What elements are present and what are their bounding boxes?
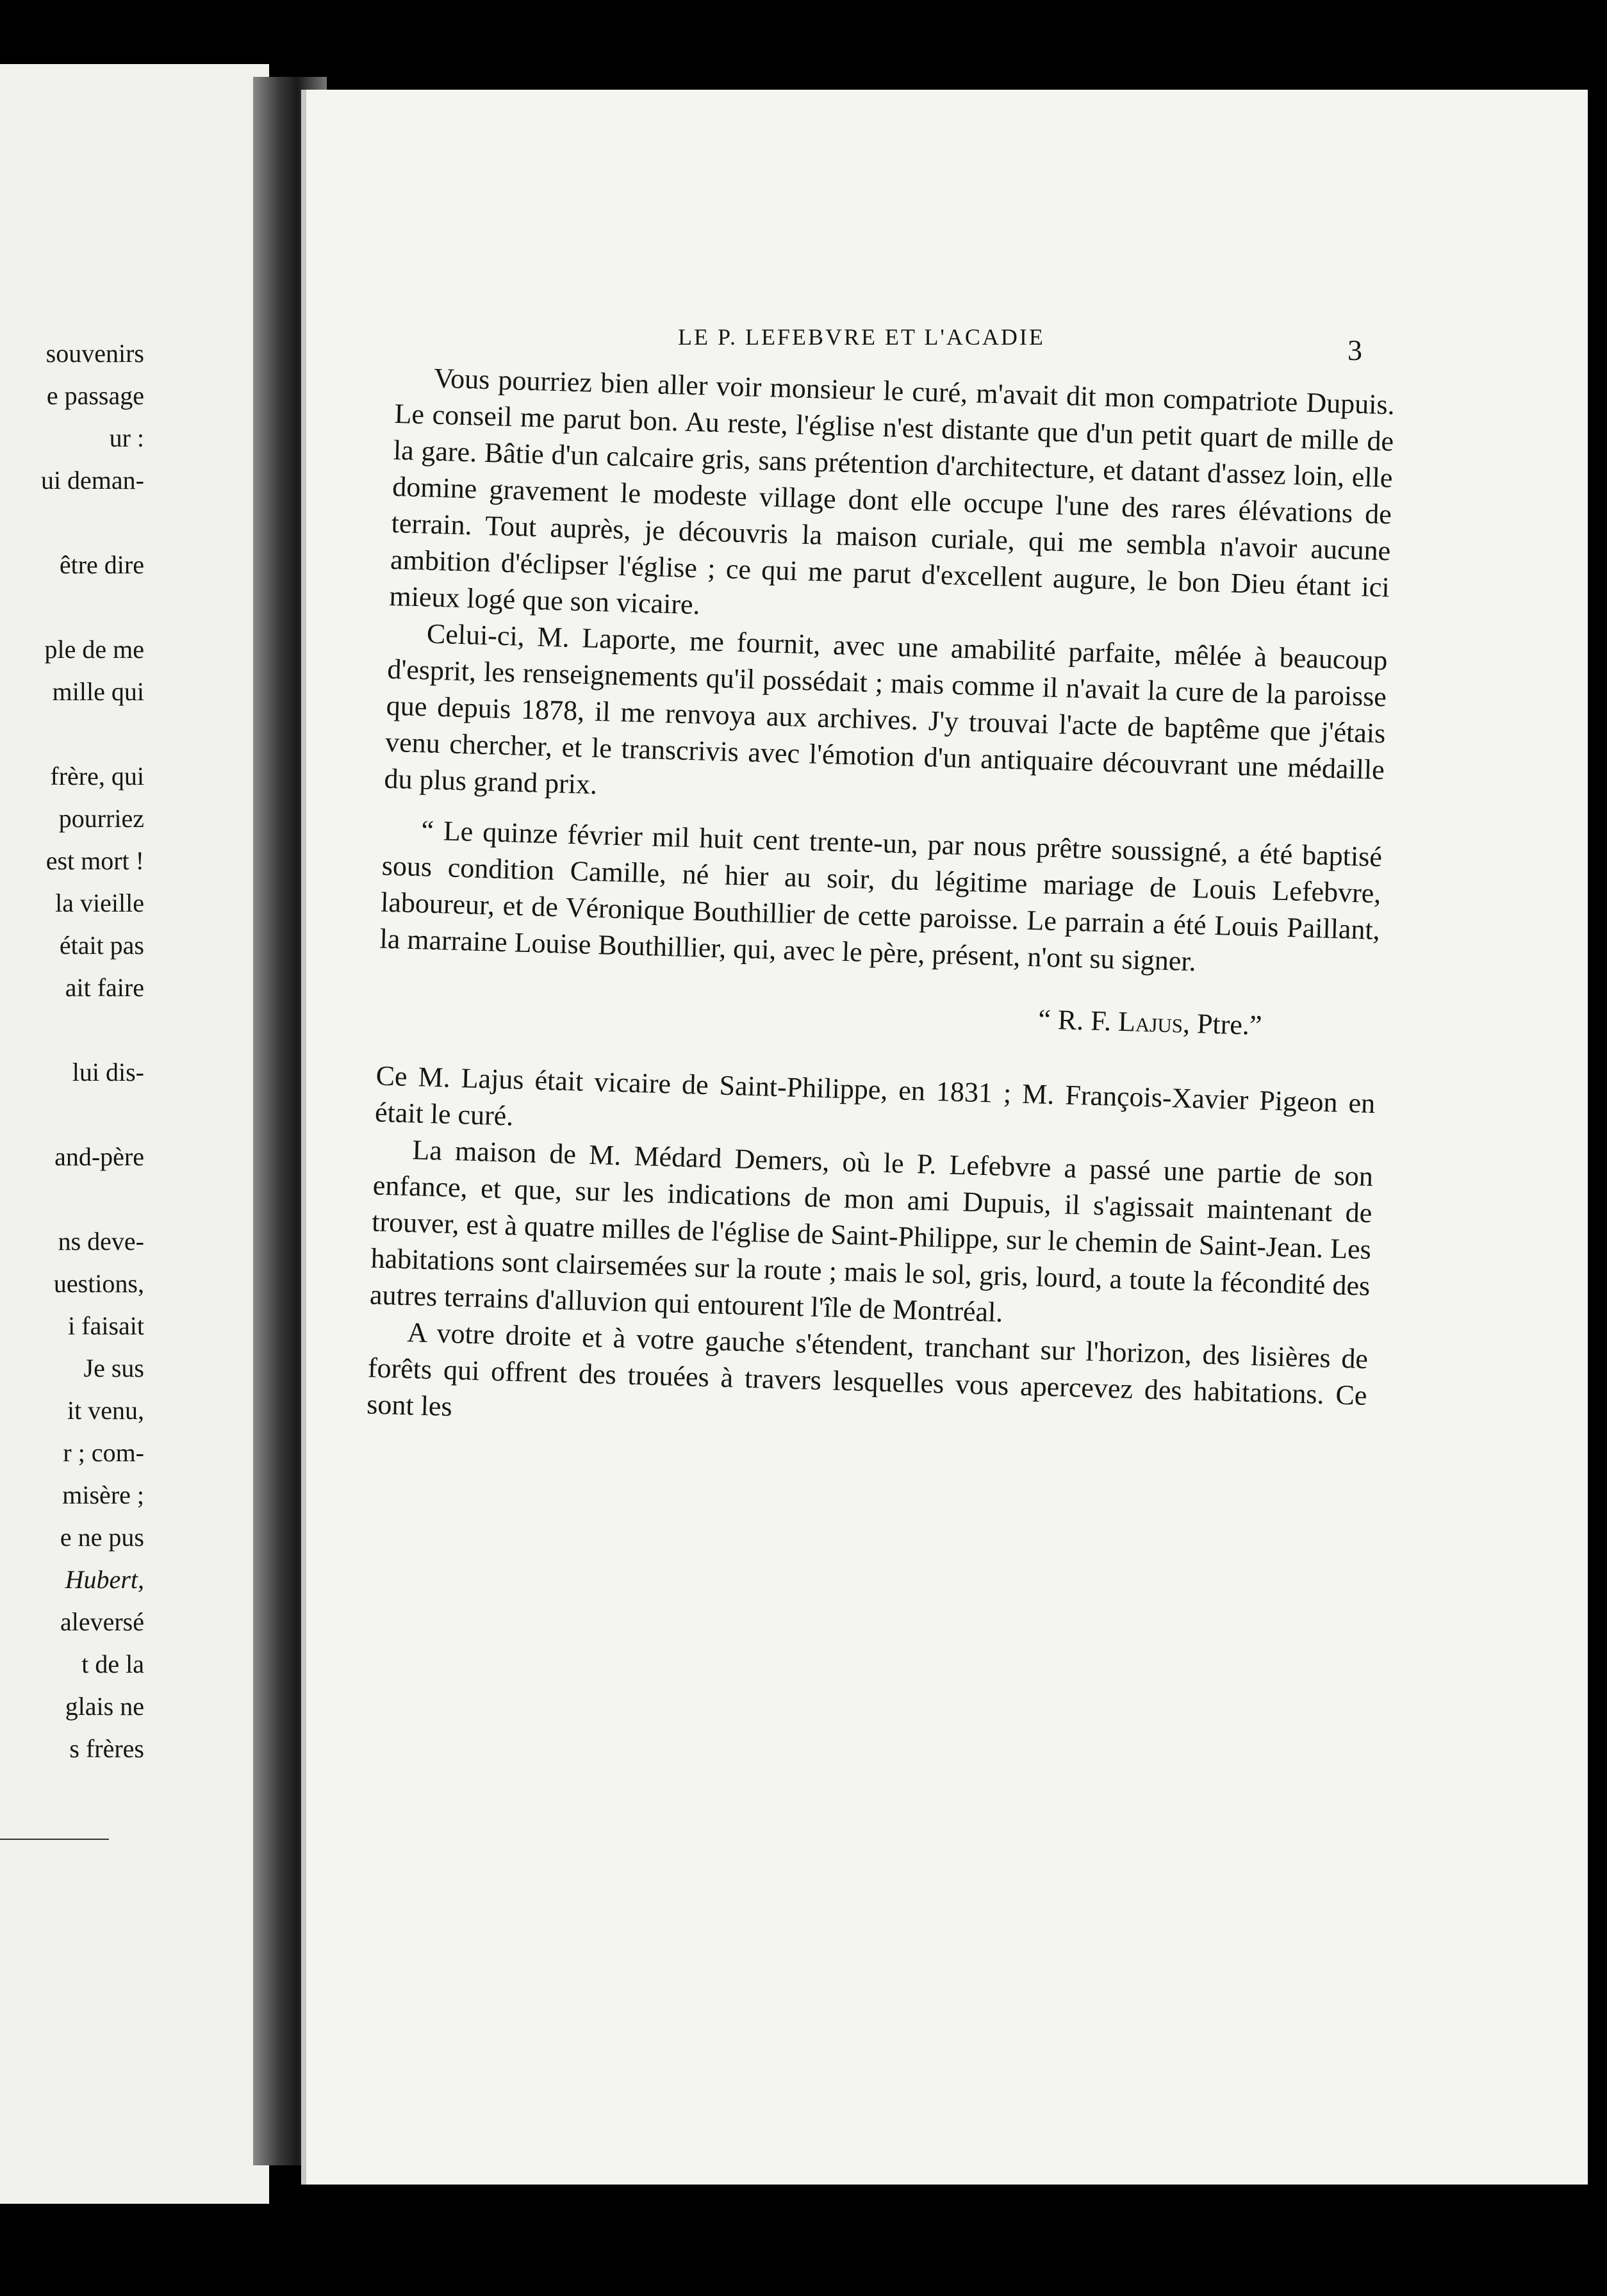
left-page-line: r ; com- <box>63 1438 144 1467</box>
left-page-line: i faisait <box>68 1311 144 1340</box>
left-page-line: misère ; <box>62 1480 144 1509</box>
left-page-line: Hubert, <box>65 1565 144 1594</box>
text-block <box>367 359 1396 1450</box>
left-page-line: it venu, <box>67 1396 144 1425</box>
left-page-line: aleversé <box>60 1607 144 1636</box>
left-page <box>0 64 269 2204</box>
left-page-line: e passage <box>46 381 144 410</box>
paragraph-4: Ce M. Lajus était vicaire de Saint-Philippe, en 1831 ; M. François-Xavier Pigeon en était le curé. <box>374 1060 1376 1132</box>
left-page-line: frère, qui <box>50 762 144 791</box>
page-number: 3 <box>1347 334 1362 366</box>
signature-prefix: “ R. F. <box>1037 1003 1119 1037</box>
paragraph-1: Vous pourriez bien aller voir monsieur le curé, m'avait dit mon compatriote Dupuis. Le conseil me parut bon. Au reste, l'église n'est distante que d'un petit quart de mille de la gare. Bâtie d'un calcaire gris, sans prétention d'architecture, et datant d'assez loin, elle domine gravement le modeste village dont elle occupe l'une des rares élévations de terrain. Tout auprès, je découvris la maison curiale, qui me sembla n'avoir aucune ambition d'éclipser l'église ; ce qui me parut d'excellent augure, le bon Dieu étant ici mieux logé que son vicaire. <box>388 362 1396 621</box>
left-page-line: s frères <box>69 1734 144 1763</box>
signature-suffix: , Ptre.” <box>1182 1007 1263 1042</box>
left-page-line: ns deve- <box>58 1227 144 1256</box>
paragraph-5: La maison de M. Médard Demers, où le P. Lefebvre a passé une partie de son enfance, et que, sur les indications de mon ami Dupuis, il s'agissait maintenant de trouver, est à quatre milles de l'église de Saint-Philippe, sur le chemin de Saint-Jean. Les habitations sont clairsemées sur la route ; mais le sol, gris, lourd, a toute la fécondité des autres terrains d'alluvion qui entourent l'île de Montréal. <box>369 1134 1374 1329</box>
left-page-line: uestions, <box>53 1269 144 1298</box>
running-head: LE P. LEFEBVRE ET L'ACADIE <box>678 324 1045 350</box>
left-page-line: Je sus <box>83 1354 144 1382</box>
left-page-line: souvenirs <box>45 339 144 368</box>
left-page-line: être dire <box>59 550 144 579</box>
paragraph-2: Celui-ci, M. Laporte, me fournit, avec une amabilité parfaite, mêlée à beaucoup d'esprit, les renseignements qu'il possédait ; mais comme il n'avait la cure de la paroisse que depuis 1878, il me renvoya aux archives. J'y trouvai l'acte de baptême que j'étais venu chercher, et le transcrivis avec l'émotion d'un antiquaire découvrant une médaille du plus grand prix. <box>384 618 1389 801</box>
baptism-record: “ Le quinze février mil huit cent trente-un, par nous prêtre soussigné, a été baptisé sous condition Camille, né hier au soir, du légitime mariage de Louis Lefebvre, laboureur, et de Véronique Bouthillier de cette paroisse. Le parrain a été Louis Paillant, la marraine Louise Bouthillier, qui, avec le père, présent, n'ont su signer. <box>379 814 1383 978</box>
left-page-line: la vieille <box>55 889 144 917</box>
left-page-line: and-père <box>54 1142 144 1171</box>
signature <box>377 983 1378 1047</box>
left-page-line: ple de me <box>44 635 144 664</box>
left-page-line: pourriez <box>58 804 144 833</box>
right-page <box>301 90 1588 2185</box>
footnote-rule <box>0 1839 109 1840</box>
left-page-line: glais ne <box>65 1692 144 1721</box>
left-page-line: t de la <box>81 1650 144 1678</box>
left-page-line: ui deman- <box>40 466 144 495</box>
left-page-line: est mort ! <box>45 846 144 875</box>
left-page-line: ur : <box>109 423 144 452</box>
left-page-line: e ne pus <box>60 1523 144 1552</box>
signature-name: Lajus <box>1117 1005 1183 1039</box>
left-page-line: lui dis- <box>72 1058 144 1086</box>
paragraph-6: A votre droite et à votre gauche s'étendent, tranchant sur l'horizon, des lisières de forêts qui offrent des trouées à travers lesquelles vous apercevez des habitations. Ce sont les <box>366 1316 1369 1423</box>
left-page-line: était pas <box>59 931 144 960</box>
left-page-line: mille qui <box>52 677 144 706</box>
left-page-line: ait faire <box>65 973 144 1002</box>
